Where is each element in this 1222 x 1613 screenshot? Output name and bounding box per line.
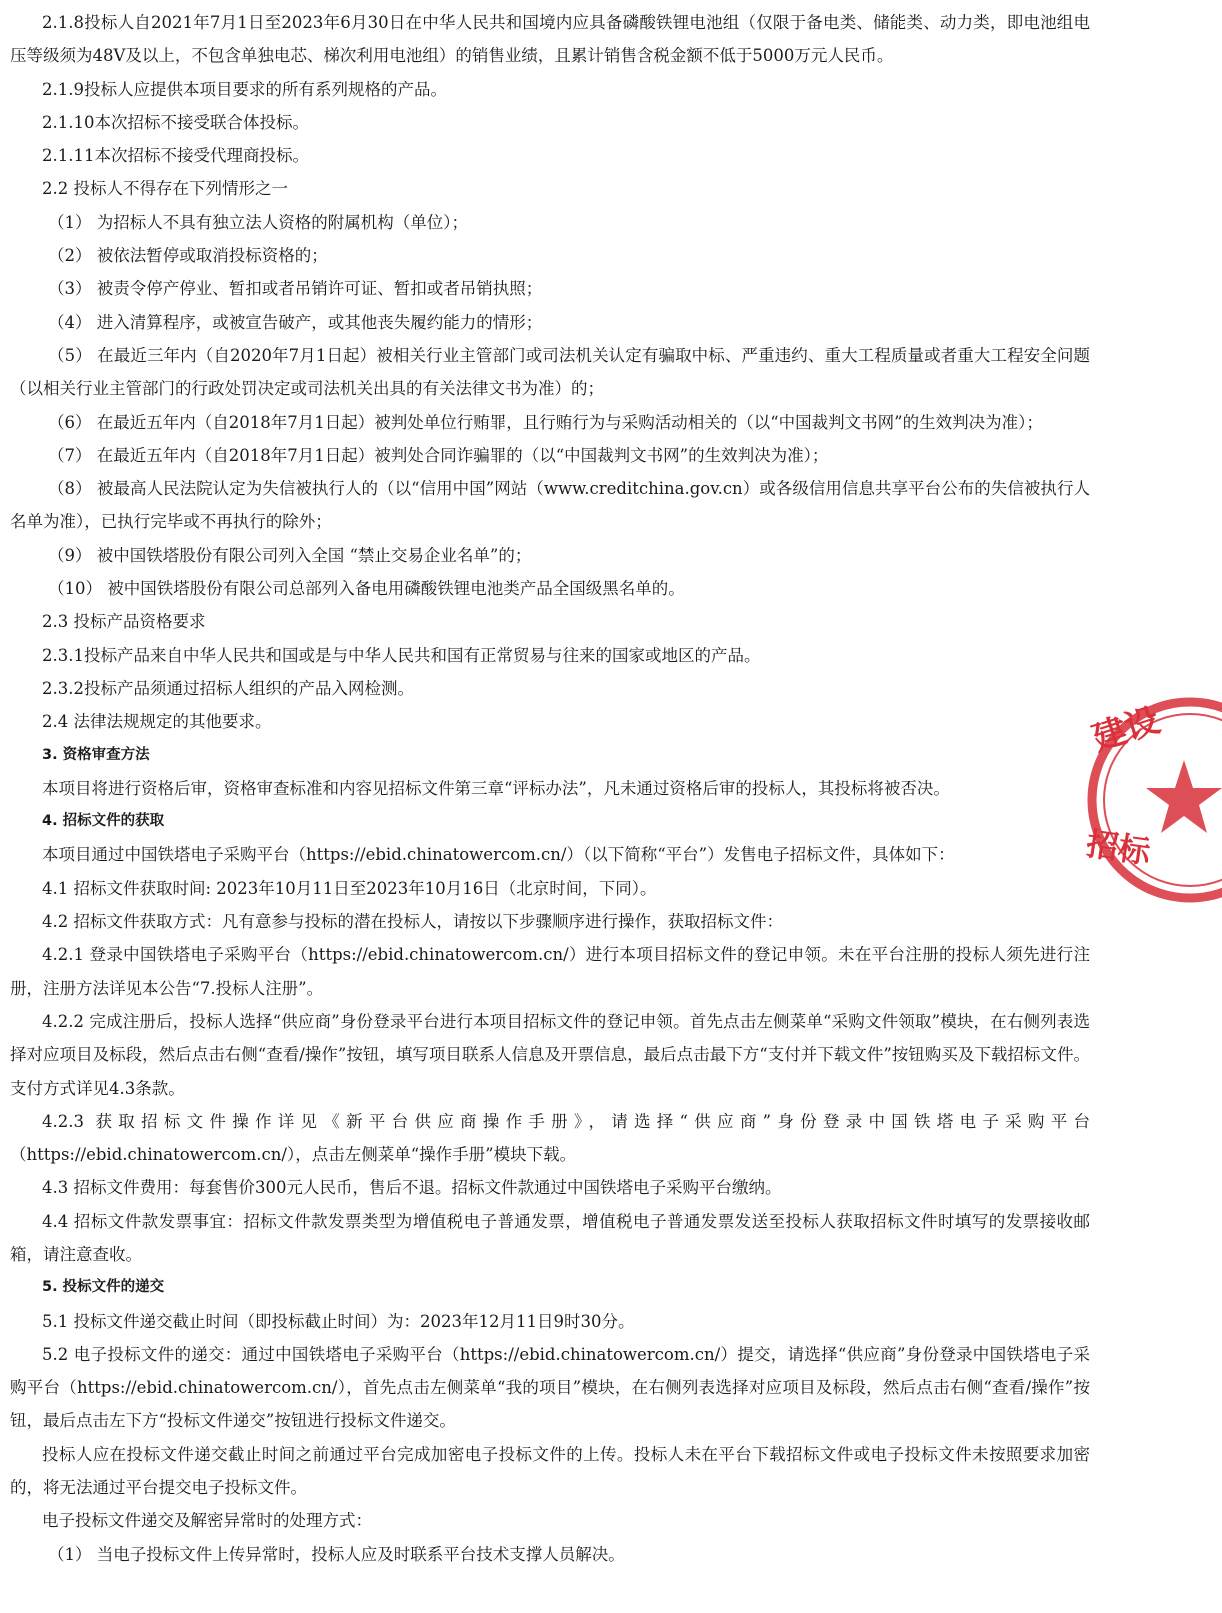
paragraph: 2.4 法律法规规定的其他要求。 bbox=[42, 712, 272, 732]
paragraph: 5.1 投标文件递交截止时间（即投标截止时间）为：2023年12月11日9时30分。 bbox=[42, 1311, 635, 1331]
paragraph: 投标人应在投标文件递交截止时间之前通过平台完成加密电子投标文件的上传。投标人未在平台下载招标文件或电子投标文件未按照要求加密的，将无法通过平台提交电子投标文件。 bbox=[10, 1444, 1090, 1498]
list-item: （2） 被依法暂停或取消投标资格的； bbox=[48, 246, 328, 266]
paragraph: 2.3 投标产品资格要求 bbox=[42, 612, 206, 632]
paragraph: 2.1.11本次招标不接受代理商投标。 bbox=[42, 146, 309, 166]
seal-text-top: 建设 bbox=[1087, 700, 1165, 760]
document-page bbox=[10, 6, 1090, 1571]
paragraph: 4.3 招标文件费用：每套售价300元人民币，售后不退。招标文件款通过中国铁塔电子采购平台缴纳。 bbox=[42, 1178, 782, 1198]
paragraph: 2.1.9投标人应提供本项目要求的所有系列规格的产品。 bbox=[42, 79, 447, 99]
list-item: （3） 被责令停产停业、暂扣或者吊销许可证、暂扣或者吊销执照； bbox=[48, 279, 543, 299]
paragraph: 2.3.1投标产品来自中华人民共和国或是与中华人民共和国有正常贸易与往来的国家或地区的产品。 bbox=[42, 645, 761, 665]
paragraph: 4.4 招标文件款发票事宜：招标文件款发票类型为增值税电子普通发票，增值税电子普通发票发送至投标人获取招标文件时填写的发票接收邮箱，请注意查收。 bbox=[10, 1211, 1090, 1264]
list-item: （7） 在最近五年内（自2018年7月1日起）被判处合同诈骗罪的（以“中国裁判文书网”的生效判决为准）； bbox=[48, 445, 829, 465]
paragraph: 4.2.3 获取招标文件操作详见《新平台供应商操作手册》，请选择“供应商”身份登录中国铁塔电子采购平台（https://ebid.chinatowercom.cn/），点击左侧菜单“操作手册”模块下载。 bbox=[10, 1111, 1090, 1165]
paragraph: 2.1.10本次招标不接受联合体投标。 bbox=[42, 112, 309, 132]
list-item: （1） 为招标人不具有独立法人资格的附属机构（单位）； bbox=[48, 212, 468, 232]
paragraph: 4.2.2 完成注册后，投标人选择“供应商”身份登录平台进行本项目招标文件的登记申领。首先点击左侧菜单“采购文件领取”模块，在右侧列表选择对应项目及标段，然后点击右侧“查看/操作”按钮，填写项目联系人信息及开票信息，最后点击最下方“支付并下载文件”按钮购买及下载招标文件。支付方式详见4.3条款。 bbox=[10, 1011, 1090, 1098]
paragraph: 2.2 投标人不得存在下列情形之一 bbox=[42, 179, 288, 199]
paragraph: 5.2 电子投标文件的递交：通过中国铁塔电子采购平台（https://ebid.chinatowercom.cn/）提交，请选择“供应商”身份登录中国铁塔电子采购平台（https://ebid.chinatowercom.cn/），首先点击左侧菜单“我的项目”模块，在右侧列表选择对应项目及标段，然后点击右侧“查看/操作”按钮，最后点击左下方“投标文件递交”按钮进行投标文件递交。 bbox=[10, 1344, 1090, 1431]
list-item: （5） 在最近三年内（自2020年7月1日起）被相关行业主管部门或司法机关认定有骗取中标、严重违约、重大工程质量或者重大工程安全问题（以相关行业主管部门的行政处罚决定或司法机关出具的有关法律文书为准）的； bbox=[10, 345, 1090, 399]
list-item: （8） 被最高人民法院认定为失信被执行人的（以“信用中国”网站（www.creditchina.gov.cn）或各级信用信息共享平台公布的失信被执行人名单为准），已执行完毕或不再执行的除外； bbox=[10, 479, 1090, 532]
paragraph: 电子投标文件递交及解密异常时的处理方式： bbox=[42, 1511, 372, 1531]
section-heading: 3. 资格审查方法 bbox=[42, 746, 150, 763]
list-item: （1） 当电子投标文件上传异常时，投标人应及时联系平台技术支撑人员解决。 bbox=[48, 1544, 625, 1564]
paragraph: 2.3.2投标产品须通过招标人组织的产品入网检测。 bbox=[42, 678, 414, 698]
list-item: （9） 被中国铁塔股份有限公司列入全国 “禁止交易企业名单”的； bbox=[48, 545, 532, 565]
list-item: （4） 进入清算程序，或被宣告破产，或其他丧失履约能力的情形； bbox=[48, 312, 543, 332]
paragraph: 本项目通过中国铁塔电子采购平台（https://ebid.chinatowercom.cn/）（以下简称“平台”）发售电子招标文件，具体如下： bbox=[42, 845, 955, 865]
paragraph: 4.1 招标文件获取时间: 2023年10月11日至2023年10月16日（北京时间，下同）。 bbox=[42, 878, 657, 898]
paragraph: 4.2.1 登录中国铁塔电子采购平台（https://ebid.chinatowercom.cn/）进行本项目招标文件的登记申领。未在平台注册的投标人须先进行注册，注册方法详见本公告“7.投标人注册”。 bbox=[10, 945, 1090, 998]
paragraph: 4.2 招标文件获取方式：凡有意参与投标的潜在投标人，请按以下步骤顺序进行操作，获取招标文件： bbox=[42, 912, 783, 932]
list-item: （6） 在最近五年内（自2018年7月1日起）被判处单位行贿罪，且行贿行为与采购活动相关的（以“中国裁判文书网”的生效判决为准）； bbox=[48, 412, 1043, 432]
paragraph: 2.1.8投标人自2021年7月1日至2023年6月30日在中华人民共和国境内应具备磷酸铁锂电池组（仅限于备电类、储能类、动力类，即电池组电压等级须为48V及以上，不包含单独电芯、梯次利用电池组）的销售业绩，且累计销售含税金额不低于5000万元人民币。 bbox=[10, 13, 1090, 66]
paragraph: 本项目将进行资格后审，资格审查标准和内容见招标文件第三章“评标办法”，凡未通过资格后审的投标人，其投标将被否决。 bbox=[42, 778, 950, 798]
section-heading: 4. 招标文件的获取 bbox=[42, 813, 165, 830]
official-seal bbox=[1082, 690, 1222, 920]
list-item: （10） 被中国铁塔股份有限公司总部列入备电用磷酸铁锂电池类产品全国级黑名单的。 bbox=[48, 579, 685, 599]
seal-text-bottom: 招标 bbox=[1084, 824, 1153, 872]
section-heading: 5. 投标文件的递交 bbox=[42, 1279, 165, 1296]
